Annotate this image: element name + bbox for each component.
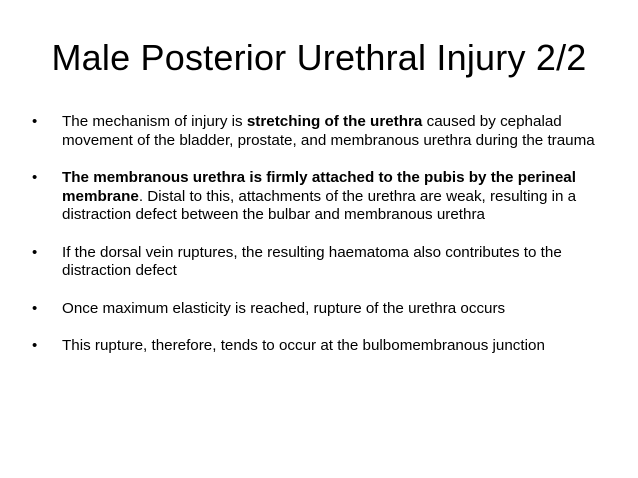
bullet-dot-icon: • <box>32 113 38 130</box>
bullet-text-bold: The membranous urethra is firmly attached to the pubis by the perineal membrane <box>62 169 576 205</box>
bullet-item-elasticity <box>32 300 622 319</box>
bullet-item-membranous-attachment <box>32 169 622 225</box>
bullet-text-pre: The mechanism of injury is <box>62 113 247 130</box>
bullet-item-bulbomembranous <box>32 337 622 356</box>
bullet-item-mechanism <box>32 113 622 150</box>
bullet-dot-icon: • <box>32 299 38 317</box>
bullet-list <box>32 113 622 375</box>
bullet-text-post: caused by cephalad movement of the bladder, prostate, and membranous urethra during the trauma <box>62 113 595 149</box>
bullet-item-dorsal-vein <box>32 244 622 281</box>
bullet-dot-icon: • <box>32 337 38 354</box>
bullet-text-pre: If the dorsal vein ruptures, the resulting haematoma also contributes to the distraction defect <box>62 243 562 279</box>
bullet-text-bold: stretching of the urethra <box>246 113 423 130</box>
bullet-text-post: . Distal to this, attachments of the urethra are weak, resulting in a distraction defect between the bulbar and membranous urethra <box>62 187 577 223</box>
slide-title: Male Posterior Urethral Injury 2/2 <box>51 37 587 78</box>
bullet-dot-icon: • <box>32 169 38 186</box>
bullet-dot-icon: • <box>32 243 38 261</box>
bullet-text-pre: This rupture, therefore, tends to occur at the bulbomembranous junction <box>62 337 545 354</box>
bullet-text-pre: Once maximum elasticity is reached, rupture of the urethra occurs <box>62 299 506 317</box>
